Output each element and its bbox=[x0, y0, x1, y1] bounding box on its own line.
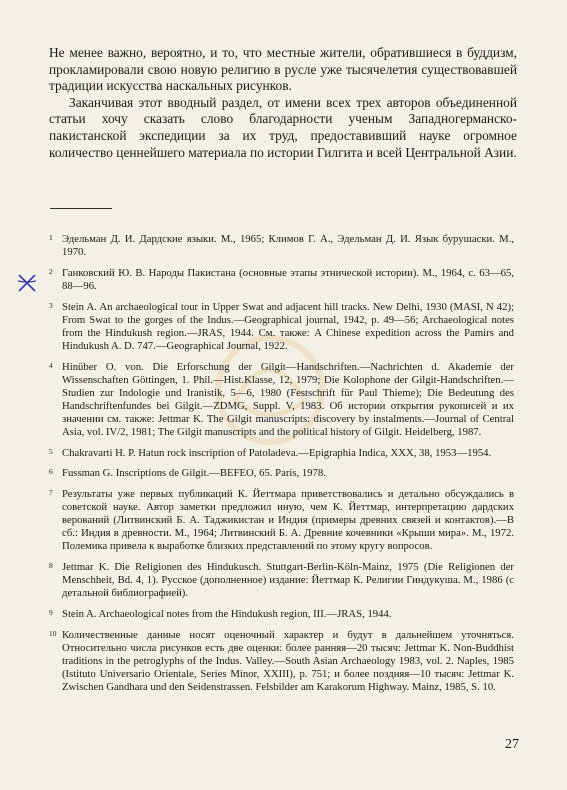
footnote-text: Jettmar K. Die Religionen des Hindukusch. Stuttgart-Berlin-Köln-Mainz, 1975 (Die Religionen der Menschheit, Bd. 4, 1). Русское (дополненное) издание: Йеттмар К. Религии Гиндукуша. М., 1986 (с детальной библиографией). bbox=[62, 561, 514, 600]
page-number: 27 bbox=[505, 737, 519, 752]
footnote-text: Результаты уже первых публикаций К. Йеттмара приветствовались и детально обсуждались в советской науке. Автор заметки предложил иную, чем К. Йеттмар, интерпретацию дардских верований (Литвинский Б. А. Таджикистан и Индия (примеры древних связей и контактов).—В сб.: Индия в древности. М., 1964; Литвинский Б. А. Древние кочевники «Крыши мира». М., 1972. Полемика привела к выработке близких представлений по этому кругу вопросов. bbox=[62, 488, 514, 553]
footnote-text: Hinüber O. von. Die Erforschung der Gilgit—Handschriften.—Nachrichten d. Akademie der Wissenschaften Göttingen, 1. Phil.—Hist.Klasse, 12, 1979; Die Kolophone der Gilgit-Handschriften.—Studien zur Indologie und Iranistik, 5—6, 1980 (Festschrift für Paul Thieme); Die Bedeutung des Handschriftenfundes bei Gilgit.—ZDMG, Suppl. V, 1983. Об истории открытия рукописей и их значении см. также: Jettmar K. The Gilgit manuscripts: discovery by instalments.—Journal of Central Asia, vol. IV/2, 1981; The Gilgit manuscripts and the political history of Gilgit. Heidelberg, 1987. bbox=[62, 360, 514, 438]
handwritten-mark-icon bbox=[16, 272, 38, 294]
footnote bbox=[49, 300, 514, 353]
footnote-text: Stein A. An archaeological tour in Upper Swat and adjacent hill tracks. New Delhi, 1930 (MASI, N 42); From Swat to the gorges of the Indus.—Geographical journal, 1942, p. 49—56; Archaeological notes from the Hindukush region.—JRAS, 1944. См. также: A Chinese expedition across the Pamirs and Hindukush A. D. 747.—Geographical Journal, 1922. bbox=[62, 300, 514, 352]
footnote-number: 2 bbox=[49, 266, 53, 276]
footnote-number: 7 bbox=[49, 488, 53, 498]
footnote bbox=[49, 608, 514, 621]
footnote-divider bbox=[50, 208, 112, 209]
footnote-number: 8 bbox=[49, 561, 53, 571]
footnote-number: 9 bbox=[49, 608, 53, 617]
footnote bbox=[49, 360, 514, 440]
footnote bbox=[49, 467, 514, 480]
footnote-text: Stein A. Archaeological notes from the Hindukush region, III.—JRAS, 1944. bbox=[62, 608, 392, 620]
footnote-number: 4 bbox=[49, 360, 53, 370]
footnote-number: 6 bbox=[49, 467, 53, 477]
footnote-text: Ганковский Ю. В. Народы Пакистана (основные этапы этнической истории). М., 1964, с. 63—65, 88—96. bbox=[62, 266, 514, 292]
footnotes bbox=[49, 233, 514, 702]
footnote-text: Эдельман Д. И. Дардские языки. М., 1965; Климов Г. А., Эдельман Д. И. Язык бурушаски. М., 1970. bbox=[62, 233, 514, 259]
paragraph: Заканчивая этот вводный раздел, от имени всех трех авторов объединенной статьи хочу сказать слово благодарности ученым Западногерманско-пакистанской экспедиции за их труд, предоставивший науке огромное количество ценнейшего материала по истории Гилгита и всей Центральной Азии. bbox=[49, 94, 517, 160]
main-text bbox=[49, 45, 517, 161]
footnote bbox=[49, 561, 514, 600]
footnote-number: 3 bbox=[49, 300, 53, 310]
footnote-text: Fussman G. Inscriptions de Gilgit.—BEFEO, 65. Paris, 1978. bbox=[62, 467, 326, 480]
footnote-number: 10 bbox=[49, 628, 57, 638]
footnote bbox=[49, 488, 514, 553]
footnote bbox=[49, 266, 514, 293]
footnote bbox=[49, 233, 514, 259]
paragraph: Не менее важно, вероятно, и то, что местные жители, обратившиеся в буддизм, прокламировали свою новую религию в русле уже тысячелетия существовавшей традиции искусства наскальных рисунков. bbox=[49, 45, 517, 94]
footnote-text: Chakravarti H. P. Hatun rock inscription of Patoladeva.—Epigraphia Indica, XXX, 38, 1953—1954. bbox=[62, 446, 492, 459]
footnote bbox=[49, 446, 514, 460]
footnote bbox=[49, 628, 514, 694]
footnote-number: 5 bbox=[49, 446, 53, 456]
footnote-number: 1 bbox=[49, 233, 53, 242]
footnote-text: Количественные данные носят оценочный характер и будут в дальнейшем уточняться. Относительно числа рисунков есть две оценки: более ранняя—20 тысяч: Jettmar K. Non-Buddhist traditions in the petroglyphs of the Indus. Valley.—South Asian Archaeology 1983, vol. 2. Naples, 1985 (Istituto Universario Orientale, Series Minor, XXIII), p. 751; и более поздняя—10 тысяч: Jettmar K. Zwischen Gandhara und den Seidenstrassen. Felsbilder am Karakorum Highway. Mainz, 1985, S. 10. bbox=[62, 628, 514, 694]
